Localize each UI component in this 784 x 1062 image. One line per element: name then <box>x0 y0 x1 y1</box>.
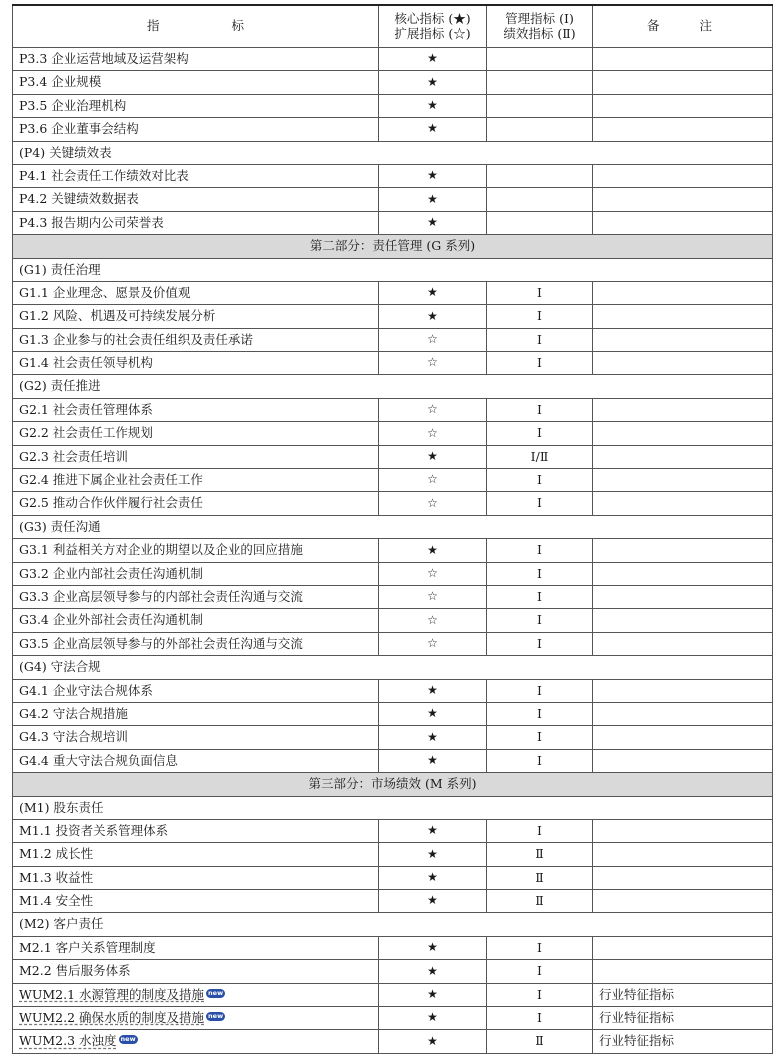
core-star-icon: ★ <box>379 71 487 94</box>
indicator-cell <box>13 1030 379 1053</box>
indicator-type-cell: Ⅰ <box>487 819 593 842</box>
indicator-type-cell <box>487 118 593 141</box>
section-title: (P4) 关键绩效表 <box>13 141 773 164</box>
indicator-name: P3.5 企业治理机构 <box>19 97 127 113</box>
indicator-name: P4.2 关键绩效数据表 <box>19 191 139 207</box>
indicator-cell <box>13 352 379 375</box>
indicator-name: M2.2 售后服务体系 <box>19 963 131 979</box>
indicator-name: M2.1 客户关系管理制度 <box>19 939 156 955</box>
indicator-cell <box>13 281 379 304</box>
indicator-name: G4.3 守法合规培训 <box>19 729 128 745</box>
indicator-cell <box>13 118 379 141</box>
header-core-extended <box>379 5 487 48</box>
indicator-name: WUM2.1 水源管理的制度及措施 <box>19 986 205 1002</box>
core-star-icon: ★ <box>379 843 487 866</box>
table-row <box>13 843 773 866</box>
indicator-name: P3.3 企业运营地域及运营架构 <box>19 51 189 66</box>
core-star-icon: ★ <box>379 702 487 725</box>
remarks-cell <box>593 469 773 492</box>
indicator-name: M1.2 成长性 <box>19 846 94 862</box>
remarks-cell <box>593 422 773 445</box>
header-indicator: 指 标 <box>13 5 379 48</box>
extended-star-icon: ☆ <box>379 632 487 655</box>
remarks-cell <box>593 211 773 234</box>
indicator-type-cell: Ⅱ <box>487 843 593 866</box>
extended-star-icon: ☆ <box>379 609 487 632</box>
new-badge: new <box>208 988 224 997</box>
header-management-label: 管理指标 (Ⅰ) <box>505 11 574 27</box>
indicator-name: M1.4 安全性 <box>19 893 94 909</box>
indicator-name: G2.3 社会责任培训 <box>19 448 128 464</box>
indicator-type-cell: Ⅰ <box>487 960 593 983</box>
indicator-name: G2.5 推动合作伙伴履行社会责任 <box>19 495 203 511</box>
table-row <box>13 960 773 983</box>
table-row <box>13 118 773 141</box>
table-row <box>13 469 773 492</box>
section-title: (G2) 责任推进 <box>13 375 773 398</box>
indicator-cell <box>13 328 379 351</box>
table-row <box>13 1007 773 1030</box>
section-header-row <box>13 258 773 281</box>
section-header-row <box>13 656 773 679</box>
indicator-table <box>12 4 773 1054</box>
table-row <box>13 211 773 234</box>
header-core-label: 核心指标 (★) <box>394 11 471 27</box>
indicator-name: G1.4 社会责任领导机构 <box>19 355 153 371</box>
core-star-icon: ★ <box>379 960 487 983</box>
remarks-cell <box>593 866 773 889</box>
indicator-type-cell: Ⅰ <box>487 632 593 655</box>
indicator-type-cell: Ⅰ <box>487 702 593 725</box>
extended-star-icon: ☆ <box>379 328 487 351</box>
table-row <box>13 539 773 562</box>
indicator-cell <box>13 609 379 632</box>
indicator-type-cell: Ⅰ <box>487 398 593 421</box>
table-row <box>13 632 773 655</box>
remarks-cell: 行业特征指标 <box>593 1030 773 1053</box>
core-star-icon: ★ <box>379 1007 487 1030</box>
remarks-cell <box>593 71 773 94</box>
section-header-row <box>13 913 773 936</box>
indicator-type-cell: Ⅰ <box>487 726 593 749</box>
core-star-icon: ★ <box>379 726 487 749</box>
indicator-cell <box>13 749 379 772</box>
indicator-type-cell: Ⅰ <box>487 609 593 632</box>
extended-star-icon: ☆ <box>379 492 487 515</box>
table-row <box>13 936 773 959</box>
core-star-icon: ★ <box>379 539 487 562</box>
remarks-cell <box>593 328 773 351</box>
remarks-cell <box>593 445 773 468</box>
indicator-type-cell: Ⅱ <box>487 890 593 913</box>
header-remarks: 备 注 <box>593 5 773 48</box>
table-row <box>13 71 773 94</box>
table-row <box>13 281 773 304</box>
indicator-type-cell: Ⅰ <box>487 328 593 351</box>
extended-star-icon: ☆ <box>379 352 487 375</box>
table-row <box>13 492 773 515</box>
extended-star-icon: ☆ <box>379 398 487 421</box>
section-header-row <box>13 375 773 398</box>
section-header-row <box>13 141 773 164</box>
indicator-name: G3.1 利益相关方对企业的期望以及企业的回应措施 <box>19 542 303 558</box>
table-row <box>13 702 773 725</box>
indicator-cell <box>13 866 379 889</box>
remarks-cell <box>593 819 773 842</box>
indicator-cell <box>13 211 379 234</box>
indicator-type-cell: Ⅰ <box>487 492 593 515</box>
table-row <box>13 819 773 842</box>
indicator-cell <box>13 94 379 117</box>
indicator-cell <box>13 679 379 702</box>
indicator-type-cell <box>487 188 593 211</box>
table-row <box>13 328 773 351</box>
indicator-type-cell: Ⅱ <box>487 1030 593 1053</box>
remarks-cell <box>593 562 773 585</box>
indicator-cell <box>13 188 379 211</box>
indicator-name: P4.1 社会责任工作绩效对比表 <box>19 167 189 183</box>
table-row <box>13 866 773 889</box>
indicator-cell <box>13 819 379 842</box>
section-title: (G4) 守法合规 <box>13 656 773 679</box>
core-star-icon: ★ <box>379 118 487 141</box>
section-title: (M2) 客户责任 <box>13 913 773 936</box>
indicator-cell <box>13 726 379 749</box>
table-header-row <box>13 5 773 48</box>
extended-star-icon: ☆ <box>379 585 487 608</box>
remarks-cell <box>593 702 773 725</box>
indicator-name: G2.1 社会责任管理体系 <box>19 401 153 417</box>
remarks-cell: 行业特征指标 <box>593 1007 773 1030</box>
indicator-type-cell: Ⅰ <box>487 562 593 585</box>
indicator-name: M1.3 收益性 <box>19 869 94 885</box>
indicator-name: G4.1 企业守法合规体系 <box>19 682 153 698</box>
indicator-name: M1.1 投资者关系管理体系 <box>19 822 169 838</box>
indicator-cell <box>13 983 379 1006</box>
indicator-cell <box>13 702 379 725</box>
indicator-name: G4.4 重大守法合规负面信息 <box>19 752 178 768</box>
table-row <box>13 48 773 71</box>
header-extended-label: 扩展指标 (☆) <box>394 25 471 41</box>
core-star-icon: ★ <box>379 211 487 234</box>
core-star-icon: ★ <box>379 890 487 913</box>
remarks-cell <box>593 118 773 141</box>
remarks-cell <box>593 492 773 515</box>
indicator-type-cell: Ⅰ <box>487 422 593 445</box>
core-star-icon: ★ <box>379 281 487 304</box>
indicator-cell <box>13 890 379 913</box>
indicator-cell <box>13 469 379 492</box>
section-title: (G3) 责任沟通 <box>13 515 773 538</box>
remarks-cell <box>593 936 773 959</box>
core-star-icon: ★ <box>379 679 487 702</box>
table-body <box>13 48 773 1054</box>
table-row <box>13 305 773 328</box>
table-row <box>13 445 773 468</box>
indicator-cell <box>13 539 379 562</box>
core-star-icon: ★ <box>379 819 487 842</box>
core-star-icon: ★ <box>379 94 487 117</box>
part-title: 第三部分：市场绩效 (M 系列) <box>13 773 773 796</box>
indicator-type-cell <box>487 94 593 117</box>
core-star-icon: ★ <box>379 1030 487 1053</box>
indicator-name: G3.4 企业外部社会责任沟通机制 <box>19 612 203 628</box>
part-title: 第二部分：责任管理 (G 系列) <box>13 235 773 258</box>
part-header-row <box>13 773 773 796</box>
indicator-name: G1.3 企业参与的社会责任组织及责任承诺 <box>19 331 253 347</box>
indicator-cell <box>13 1007 379 1030</box>
indicator-name: G3.3 企业高层领导参与的内部社会责任沟通与交流 <box>19 588 303 604</box>
extended-star-icon: ☆ <box>379 562 487 585</box>
section-title: (G1) 责任治理 <box>13 258 773 281</box>
core-star-icon: ★ <box>379 749 487 772</box>
core-star-icon: ★ <box>379 936 487 959</box>
remarks-cell <box>593 609 773 632</box>
remarks-cell <box>593 305 773 328</box>
section-title: (M1) 股东责任 <box>13 796 773 819</box>
section-header-row <box>13 515 773 538</box>
indicator-cell <box>13 48 379 71</box>
remarks-cell <box>593 749 773 772</box>
indicator-cell <box>13 71 379 94</box>
remarks-cell <box>593 164 773 187</box>
indicator-name: G1.2 风险、机遇及可持续发展分析 <box>19 308 216 324</box>
remarks-cell <box>593 843 773 866</box>
core-star-icon: ★ <box>379 305 487 328</box>
indicator-name: G3.2 企业内部社会责任沟通机制 <box>19 565 203 581</box>
indicator-cell <box>13 585 379 608</box>
indicator-cell <box>13 632 379 655</box>
remarks-cell <box>593 960 773 983</box>
indicator-name: G3.5 企业高层领导参与的外部社会责任沟通与交流 <box>19 635 303 651</box>
remarks-cell <box>593 281 773 304</box>
indicator-name: G1.1 企业理念、愿景及价值观 <box>19 284 191 300</box>
extended-star-icon: ☆ <box>379 422 487 445</box>
table-row <box>13 749 773 772</box>
indicator-cell <box>13 843 379 866</box>
indicator-type-cell: Ⅰ <box>487 749 593 772</box>
indicator-cell <box>13 492 379 515</box>
indicator-cell <box>13 960 379 983</box>
remarks-cell <box>593 398 773 421</box>
table-row <box>13 422 773 445</box>
indicator-type-cell: Ⅱ <box>487 866 593 889</box>
indicator-type-cell: Ⅰ <box>487 352 593 375</box>
indicator-cell <box>13 164 379 187</box>
table-row <box>13 188 773 211</box>
indicator-type-cell: Ⅰ <box>487 539 593 562</box>
indicator-type-cell: Ⅰ <box>487 281 593 304</box>
extended-star-icon: ☆ <box>379 469 487 492</box>
table-row <box>13 1030 773 1053</box>
indicator-cell <box>13 562 379 585</box>
table-row <box>13 726 773 749</box>
table-row <box>13 164 773 187</box>
table-row <box>13 562 773 585</box>
core-star-icon: ★ <box>379 866 487 889</box>
indicator-name: P3.6 企业董事会结构 <box>19 121 139 137</box>
indicator-type-cell: Ⅰ/Ⅱ <box>487 445 593 468</box>
indicator-type-cell <box>487 48 593 71</box>
indicator-name: P3.4 企业规模 <box>19 74 102 90</box>
core-star-icon: ★ <box>379 445 487 468</box>
remarks-cell <box>593 632 773 655</box>
header-performance-label: 绩效指标 (Ⅱ) <box>503 25 576 41</box>
indicator-cell <box>13 422 379 445</box>
indicator-type-cell: Ⅰ <box>487 585 593 608</box>
indicator-name: G4.2 守法合规措施 <box>19 705 128 721</box>
indicator-type-cell: Ⅰ <box>487 936 593 959</box>
remarks-cell <box>593 585 773 608</box>
indicator-name: P4.3 报告期内公司荣誉表 <box>19 214 164 230</box>
core-star-icon: ★ <box>379 164 487 187</box>
indicator-type-cell: Ⅰ <box>487 983 593 1006</box>
indicator-type-cell <box>487 211 593 234</box>
indicator-type-cell <box>487 71 593 94</box>
indicator-name: WUM2.2 确保水质的制度及措施 <box>19 1010 205 1026</box>
remarks-cell <box>593 726 773 749</box>
table-row <box>13 890 773 913</box>
indicator-type-cell: Ⅰ <box>487 305 593 328</box>
indicator-type-cell: Ⅰ <box>487 1007 593 1030</box>
table-row <box>13 352 773 375</box>
new-badge: new <box>208 1012 224 1021</box>
remarks-cell <box>593 539 773 562</box>
indicator-name: G2.2 社会责任工作规划 <box>19 425 153 441</box>
remarks-cell <box>593 352 773 375</box>
indicator-cell <box>13 445 379 468</box>
remarks-cell: 行业特征指标 <box>593 983 773 1006</box>
remarks-cell <box>593 48 773 71</box>
table-row <box>13 679 773 702</box>
core-star-icon: ★ <box>379 48 487 71</box>
remarks-cell <box>593 679 773 702</box>
header-management-performance <box>487 5 593 48</box>
core-star-icon: ★ <box>379 188 487 211</box>
section-header-row <box>13 796 773 819</box>
indicator-table-page <box>12 4 772 1054</box>
indicator-cell <box>13 305 379 328</box>
table-row <box>13 983 773 1006</box>
indicator-cell <box>13 936 379 959</box>
indicator-name: WUM2.3 水浊度 <box>19 1033 117 1049</box>
table-row <box>13 398 773 421</box>
table-row <box>13 94 773 117</box>
remarks-cell <box>593 188 773 211</box>
table-row <box>13 609 773 632</box>
new-badge: new <box>120 1035 136 1044</box>
indicator-type-cell: Ⅰ <box>487 469 593 492</box>
indicator-cell <box>13 398 379 421</box>
table-row <box>13 585 773 608</box>
remarks-cell <box>593 94 773 117</box>
indicator-type-cell: Ⅰ <box>487 679 593 702</box>
part-header-row <box>13 235 773 258</box>
indicator-type-cell <box>487 164 593 187</box>
core-star-icon: ★ <box>379 983 487 1006</box>
indicator-name: G2.4 推进下属企业社会责任工作 <box>19 472 203 488</box>
remarks-cell <box>593 890 773 913</box>
